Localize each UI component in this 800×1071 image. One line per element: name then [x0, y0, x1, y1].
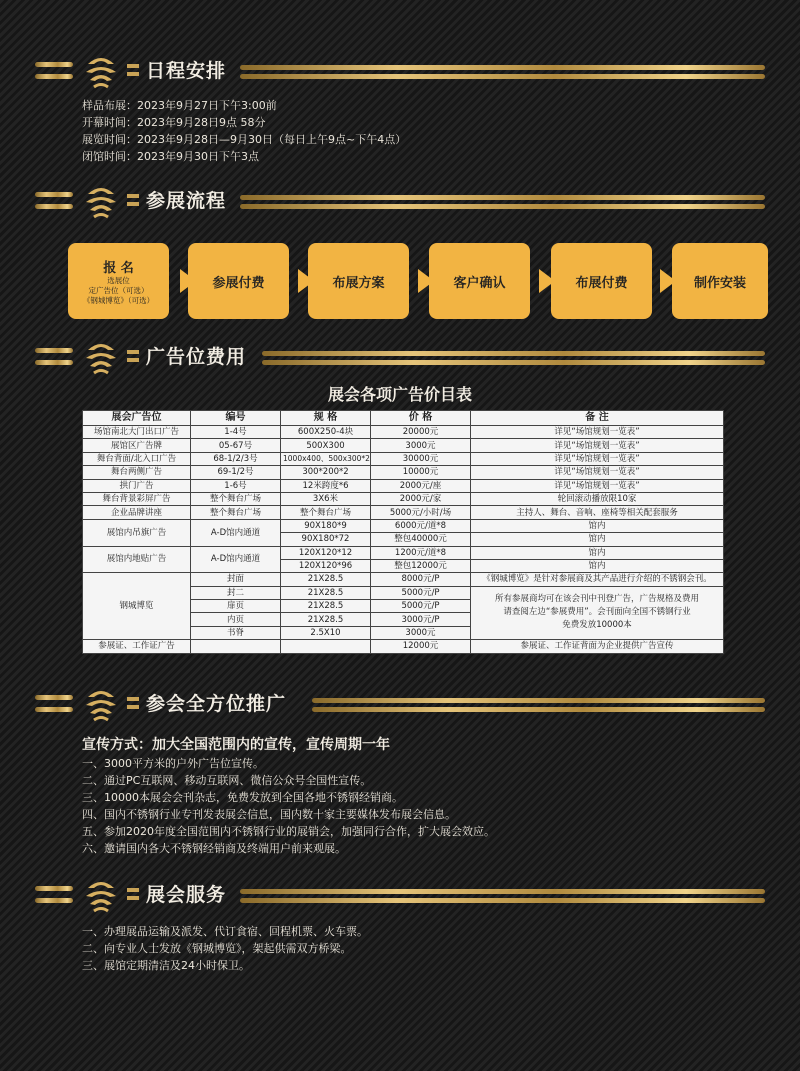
note-line: 所有参展商均可在该会刊中刊登广告，广告规格及费用 — [494, 594, 699, 605]
table-cell: 2000元/座 — [371, 479, 471, 492]
step-label: 报 名 — [103, 260, 134, 276]
process-step — [672, 243, 768, 319]
table-cell: 90X180*9 — [281, 519, 371, 532]
table-cell: 详见“场馆规划一览表” — [471, 426, 724, 439]
table-cell: 2000元/家 — [371, 492, 471, 505]
table-cell: 展馆内吊旗广告 — [83, 519, 191, 546]
table-cell: A-D馆内通道 — [191, 519, 281, 546]
table-header-row — [83, 411, 724, 426]
table-cell: 整个舞台广场 — [191, 492, 281, 505]
brand-logo-icon — [80, 338, 122, 378]
table-title: 展会各项广告价目表 — [327, 385, 472, 404]
section-title: 日程安排 — [146, 60, 227, 82]
step-detail: 定广告位（可选） — [88, 285, 149, 295]
table-cell: 拱门广告 — [83, 479, 191, 492]
list-item: 二、向专业人士发放《钢城博览》，架起供需双方桥梁。 — [82, 942, 352, 955]
table-cell: 舞台背面/北入口广告 — [83, 452, 191, 465]
process-step — [308, 243, 409, 319]
table-row — [83, 426, 724, 439]
list-item: 三、展馆定期清洁及24小时保卫。 — [82, 959, 250, 972]
list-item: 二、通过PC互联网、移动互联网、微信公众号全国性宣传。 — [82, 774, 372, 787]
section-title: 展会服务 — [146, 884, 227, 906]
table-cell: 3X6米 — [281, 492, 371, 505]
table-cell: 详见“场馆规划一览表” — [471, 479, 724, 492]
promo-subtitle: 宣传方式：加大全国范围内的宣传，宣传周期一年 — [82, 737, 390, 753]
step-detail: 《钢城博览》（可选） — [82, 295, 155, 305]
table-row — [83, 492, 724, 505]
table-cell — [191, 640, 281, 653]
magazine-notes — [471, 586, 724, 640]
ad-price-table — [82, 410, 724, 654]
table-cell: 21X28.5 — [281, 613, 371, 626]
table-row — [83, 466, 724, 479]
table-header: 展会广告位 — [83, 411, 191, 426]
schedule-list — [82, 97, 406, 165]
table-cell: 扉页 — [191, 600, 281, 613]
table-cell — [281, 640, 371, 653]
table-cell: 1200元/道*8 — [371, 546, 471, 559]
table-row — [83, 479, 724, 492]
list-item: 五、参加2020年度全国范围内不锈钢行业的展销会，加强同行合作，扩大展会效应。 — [82, 825, 495, 838]
list-item: 一、3000平方米的户外广告位宣传。 — [82, 757, 264, 770]
schedule-line: 样品布展：2023年9月27日下午3:00前 — [82, 99, 277, 112]
brand-logo-icon — [80, 52, 122, 92]
table-cell: 21X28.5 — [281, 600, 371, 613]
table-cell: 12米跨度*6 — [281, 479, 371, 492]
table-cell: 21X28.5 — [281, 586, 371, 599]
table-cell: 05-67号 — [191, 439, 281, 452]
table-cell: 书脊 — [191, 626, 281, 639]
step-label: 客户确认 — [453, 275, 506, 291]
table-cell: 20000元 — [371, 426, 471, 439]
table-cell: 3000元 — [371, 439, 471, 452]
section-header-promo — [0, 685, 800, 725]
table-cell: 600X250-4块 — [281, 426, 371, 439]
schedule-line: 开幕时间：2023年9月28日9点 58分 — [82, 116, 266, 129]
table-header: 编号 — [191, 411, 281, 426]
list-item: 三、10000本展会会刊杂志，免费发放到全国各地不锈钢经销商。 — [82, 791, 403, 804]
table-header: 规 格 — [281, 411, 371, 426]
table-cell: 馆内 — [471, 546, 724, 559]
section-header-schedule — [0, 52, 800, 92]
table-cell: 钢城博览 — [83, 573, 191, 640]
table-cell: 展馆内地贴广告 — [83, 546, 191, 573]
table-cell: 场馆南北大门出口广告 — [83, 426, 191, 439]
table-cell: 轮回滚动播放限10家 — [471, 492, 724, 505]
schedule-line: 闭馆时间：2023年9月30日下午3点 — [82, 150, 259, 163]
table-cell: 馆内 — [471, 559, 724, 572]
table-cell: 5000元/小时/场 — [371, 506, 471, 519]
table-cell: 1-6号 — [191, 479, 281, 492]
table-cell: 内页 — [191, 613, 281, 626]
table-cell: 详见“场馆规划一览表” — [471, 452, 724, 465]
brand-logo-icon — [80, 182, 122, 222]
table-cell: 封二 — [191, 586, 281, 599]
table-cell: 30000元 — [371, 452, 471, 465]
section-title: 参会全方位推广 — [146, 693, 287, 715]
table-cell: 69-1/2号 — [191, 466, 281, 479]
table-cell: 90X180*72 — [281, 533, 371, 546]
table-cell: 详见“场馆规划一览表” — [471, 466, 724, 479]
section-title: 参展流程 — [146, 190, 227, 212]
table-cell: 封面 — [191, 573, 281, 586]
table-cell: 主持人、舞台、音响、座椅等相关配套服务 — [471, 506, 724, 519]
step-detail: 选展位 — [107, 275, 130, 285]
section-header-service — [0, 876, 800, 916]
table-cell: 《钢城博览》是针对参展商及其产品进行介绍的不锈钢会刊。 — [471, 573, 724, 586]
note-line: 请查阅左边“参展费用”。会刊面向全国不锈钢行业 — [503, 607, 691, 618]
promo-list — [82, 755, 495, 857]
step-label: 参展付费 — [212, 275, 265, 291]
service-list — [82, 923, 368, 974]
table-cell: 3000元/P — [371, 613, 471, 626]
table-cell: 68-1/2/3号 — [191, 452, 281, 465]
table-cell: 馆内 — [471, 533, 724, 546]
brand-logo-icon — [80, 876, 122, 916]
table-cell: 详见“场馆规划一览表” — [471, 439, 724, 452]
table-cell: 300*200*2 — [281, 466, 371, 479]
table-row — [83, 506, 724, 519]
table-cell: 整包40000元 — [371, 533, 471, 546]
list-item: 四、国内不锈钢行业专刊发表展会信息，国内数十家主要媒体发布展会信息。 — [82, 808, 456, 821]
process-step-register — [68, 243, 169, 319]
table-cell: 舞台背景彩屏广告 — [83, 492, 191, 505]
process-flow — [68, 243, 768, 319]
process-step — [429, 243, 530, 319]
table-row — [83, 640, 724, 653]
table-cell: A-D馆内通道 — [191, 546, 281, 573]
table-cell: 整包12000元 — [371, 559, 471, 572]
table-cell: 舞台两侧广告 — [83, 466, 191, 479]
table-cell: 展馆区广告牌 — [83, 439, 191, 452]
table-cell: 1-4号 — [191, 426, 281, 439]
process-step — [188, 243, 289, 319]
table-row — [83, 519, 724, 532]
table-cell: 1000x400、500x300*2 — [281, 452, 371, 465]
table-row — [83, 546, 724, 559]
section-header-process — [0, 182, 800, 222]
table-cell: 3000元 — [371, 626, 471, 639]
table-cell: 参展证、工作证广告 — [83, 640, 191, 653]
table-cell: 120X120*12 — [281, 546, 371, 559]
table-cell: 12000元 — [371, 640, 471, 653]
list-item: 六、邀请国内各大不锈钢经销商及终端用户前来观展。 — [82, 842, 346, 855]
table-cell: 2.5X10 — [281, 626, 371, 639]
table-cell: 5000元/P — [371, 586, 471, 599]
table-cell: 10000元 — [371, 466, 471, 479]
schedule-line: 展览时间：2023年9月28日—9月30日（每日上午9点~下午4点） — [82, 133, 407, 146]
table-cell: 500X300 — [281, 439, 371, 452]
process-step — [551, 243, 652, 319]
list-item: 一、办理展品运输及派发、代订食宿、回程机票、火车票。 — [82, 925, 368, 938]
table-row — [83, 439, 724, 452]
table-cell: 馆内 — [471, 519, 724, 532]
table-cell: 21X28.5 — [281, 573, 371, 586]
brand-logo-icon — [80, 685, 122, 725]
section-header-ads — [0, 338, 800, 378]
table-cell: 5000元/P — [371, 600, 471, 613]
step-label: 布展付费 — [575, 275, 628, 291]
step-label: 布展方案 — [332, 275, 385, 291]
table-cell: 8000元/P — [371, 573, 471, 586]
table-header: 价 格 — [371, 411, 471, 426]
table-cell: 参展证、工作证背面为企业提供广告宣传 — [471, 640, 724, 653]
table-cell: 整个舞台广场 — [191, 506, 281, 519]
table-cell: 6000元/道*8 — [371, 519, 471, 532]
note-line: 免费发放10000本 — [562, 620, 632, 631]
table-cell: 整个舞台广场 — [281, 506, 371, 519]
table-header: 备 注 — [471, 411, 724, 426]
table-row — [83, 573, 724, 586]
table-row — [83, 452, 724, 465]
table-cell: 120X120*96 — [281, 559, 371, 572]
section-title: 广告位费用 — [146, 346, 247, 368]
table-cell: 企业品牌讲座 — [83, 506, 191, 519]
step-label: 制作安装 — [693, 275, 746, 291]
